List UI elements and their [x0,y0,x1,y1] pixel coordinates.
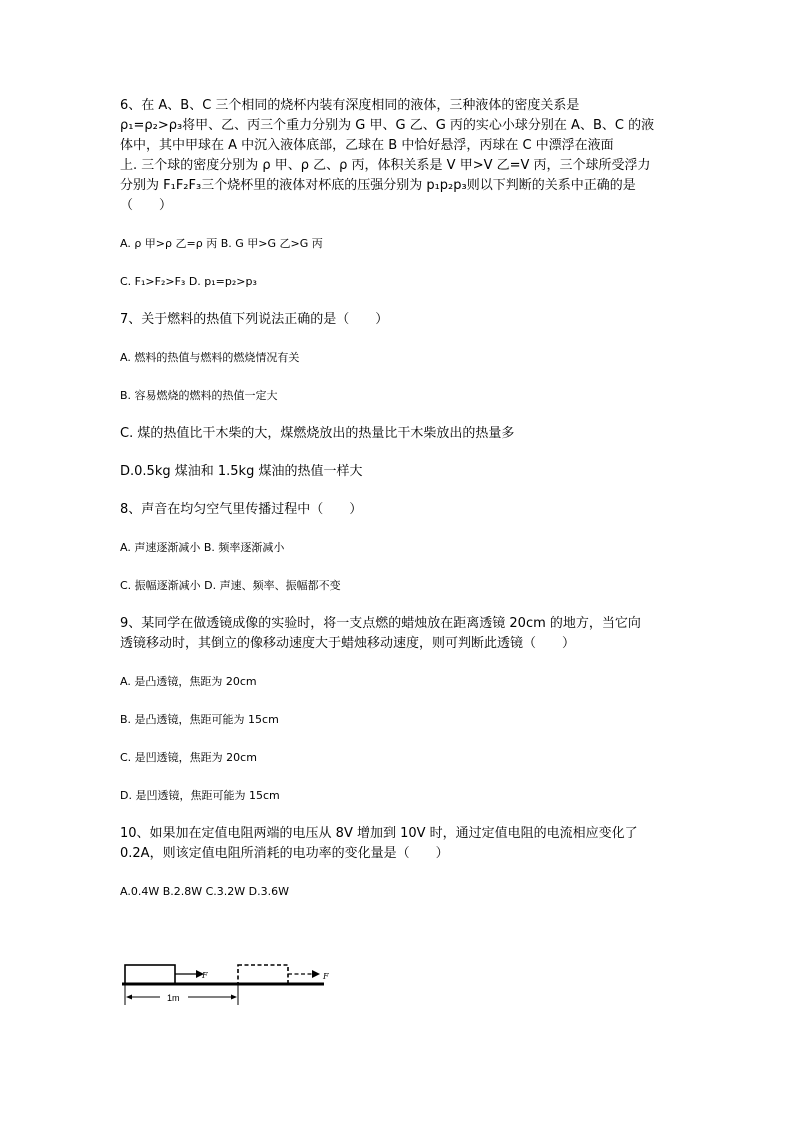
q6-stem-line-5: 分别为 F₁F₂F₃三个烧杯里的液体对杯底的压强分别为 p₁p₂p₃则以下判断的关系中正确的是 [120,178,636,193]
distance-arrow-right [231,995,237,1000]
force-arrow-2-head [312,970,320,978]
q10-stem-line-2: 0.2A，则该定值电阻所消耗的电功率的变化量是（ ） [120,846,449,861]
q6-stem-line-4: 上. 三个球的密度分别为 ρ 甲、ρ 乙、ρ 丙，体积关系是 V 甲>V 乙=V 丙，三个球所受浮力 [120,158,651,173]
q9-stem-line-1: 9、某同学在做透镜成像的实验时，将一支点燃的蜡烛放在距离透镜 20cm 的地方，当它向 [120,616,641,631]
q6-options-cd: C. F₁>F₂>F₃ D. p₁=p₂>p₃ [120,275,257,288]
force-label-2: F [323,972,329,981]
q9-option-b: B. 是凸透镜，焦距可能为 15cm [120,713,279,726]
q10-options: A.0.4W B.2.8W C.3.2W D.3.6W [120,885,289,898]
distance-label: 1m [167,993,180,1003]
question-10 [120,824,680,864]
q7-option-a: A. 燃料的热值与燃料的燃烧情况有关 [120,351,300,364]
q8-options-ab: A. 声速逐渐减小 B. 频率逐渐减小 [120,541,285,554]
q10-stem-line-1: 10、如果加在定值电阻两端的电压从 8V 增加到 10V 时，通过定值电阻的电流相应变化了 [120,826,638,841]
exam-page [120,96,680,920]
q7-option-b: B. 容易燃烧的燃料的热值一定大 [120,389,278,402]
q9-stem-line-2: 透镜移动时，其倒立的像移动速度大于蜡烛移动速度，则可判断此透镜（ ） [120,636,576,651]
distance-arrow-left [126,995,132,1000]
question-9 [120,614,680,654]
force-distance-figure [120,957,340,1009]
q8-stem: 8、声音在均匀空气里传播过程中（ ） [120,502,363,517]
q7-option-d: D.0.5kg 煤油和 1.5kg 煤油的热值一样大 [120,464,363,479]
q6-options-ab: A. ρ 甲>ρ 乙=ρ 丙 B. G 甲>G 乙>G 丙 [120,237,323,250]
q7-option-c: C. 煤的热值比干木柴的大，煤燃烧放出的热量比干木柴放出的热量多 [120,426,515,441]
q6-stem-line-3: 体中，其中甲球在 A 中沉入液体底部，乙球在 B 中恰好悬浮，丙球在 C 中漂浮在液面 [120,138,614,153]
q6-stem-line-1: 6、在 A、B、C 三个相同的烧杯内装有深度相同的液体，三种液体的密度关系是 [120,98,580,113]
q9-option-c: C. 是凹透镜，焦距为 20cm [120,751,257,764]
q6-stem-line-2: ρ₁=ρ₂>ρ₃将甲、乙、丙三个重力分别为 G 甲、G 乙、G 丙的实心小球分别在 A、B、C 的液 [120,118,655,133]
force-label-1: F [202,971,208,980]
block-initial [125,965,175,984]
q9-option-a: A. 是凸透镜，焦距为 20cm [120,675,257,688]
q6-stem-line-6: （ ） [120,198,173,213]
q7-stem: 7、关于燃料的热值下列说法正确的是（ ） [120,312,389,327]
q8-options-cd: C. 振幅逐渐减小 D. 声速、频率、振幅都不变 [120,579,341,592]
block-moved [238,965,288,984]
question-6 [120,96,680,216]
q9-option-d: D. 是凹透镜，焦距可能为 15cm [120,789,280,802]
